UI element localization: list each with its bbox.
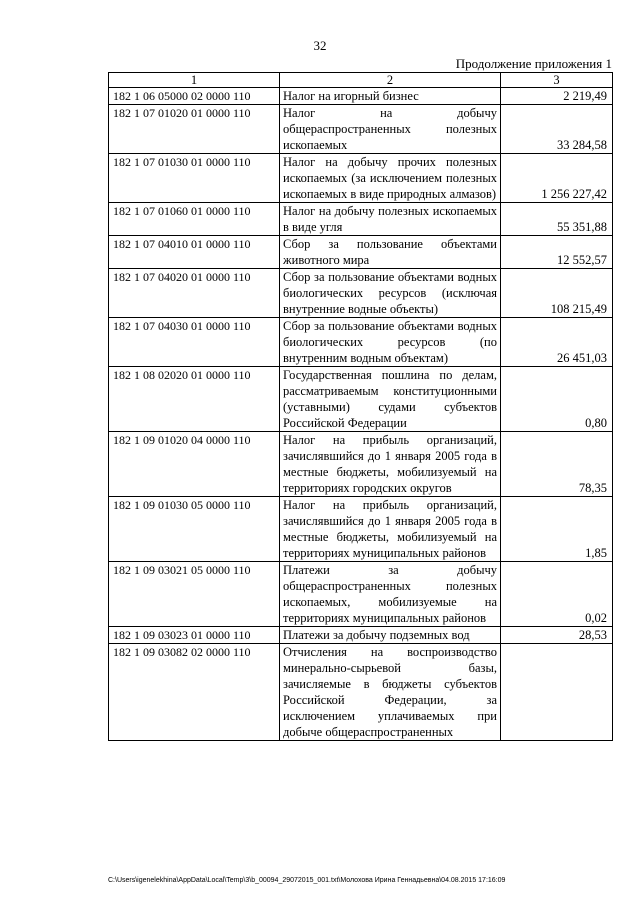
budget-code: 182 1 07 01060 01 0000 110	[109, 203, 280, 236]
revenue-name: Налог на прибыль организаций, зачислявшийся до 1 января 2005 года в местные бюджеты, мобилизуемый на территориях муниципальных районов	[280, 497, 501, 562]
budget-code: 182 1 09 03023 01 0000 110	[109, 627, 280, 644]
file-path-footer: C:\Users\igenelekhina\AppData\Local\Temp\3\b_00094_29072015_001.txt\Молохова Ирина Геннадьевна\04.08.2015 17:16:09	[108, 877, 506, 884]
amount: 26 451,03	[501, 318, 613, 367]
budget-code: 182 1 07 01030 01 0000 110	[109, 154, 280, 203]
amount: 108 215,49	[501, 269, 613, 318]
table-row	[109, 105, 613, 154]
table-row	[109, 627, 613, 644]
amount: 1,85	[501, 497, 613, 562]
budget-code: 182 1 06 05000 02 0000 110	[109, 88, 280, 105]
table-row	[109, 236, 613, 269]
table-row	[109, 154, 613, 203]
budget-code: 182 1 07 01020 01 0000 110	[109, 105, 280, 154]
revenue-name: Сбор за пользование объектами животного мира	[280, 236, 501, 269]
budget-code: 182 1 07 04020 01 0000 110	[109, 269, 280, 318]
budget-code: 182 1 09 01030 05 0000 110	[109, 497, 280, 562]
table-header-row	[109, 73, 613, 88]
table-row	[109, 644, 613, 741]
revenue-name: Государственная пошлина по делам, рассматриваемым конституционными (уставными) судами субъектов Российской Федерации	[280, 367, 501, 432]
amount: 2 219,49	[501, 88, 613, 105]
revenue-name: Сбор за пользование объектами водных биологических ресурсов (исключая внутренние водные объекты)	[280, 269, 501, 318]
revenue-name: Отчисления на воспроизводство минерально-сырьевой базы, зачисляемые в бюджеты субъектов Российской Федерации, за исключением уплачиваемых при добыче общераспространенных	[280, 644, 501, 741]
revenue-table	[108, 72, 613, 741]
table-row	[109, 367, 613, 432]
budget-code: 182 1 09 01020 04 0000 110	[109, 432, 280, 497]
column-header: 2	[280, 73, 501, 88]
amount: 33 284,58	[501, 105, 613, 154]
budget-code: 182 1 08 02020 01 0000 110	[109, 367, 280, 432]
amount: 1 256 227,42	[501, 154, 613, 203]
revenue-name: Налог на добычу прочих полезных ископаемых (за исключением полезных ископаемых в виде природных алмазов)	[280, 154, 501, 203]
column-header: 1	[109, 73, 280, 88]
amount: 78,35	[501, 432, 613, 497]
amount: 55 351,88	[501, 203, 613, 236]
amount: 0,02	[501, 562, 613, 627]
table-row	[109, 88, 613, 105]
column-header: 3	[501, 73, 613, 88]
table-row	[109, 497, 613, 562]
amount: 12 552,57	[501, 236, 613, 269]
table-row	[109, 318, 613, 367]
table-row	[109, 269, 613, 318]
continuation-label: Продолжение приложения 1	[455, 56, 612, 71]
revenue-name: Платежи за добычу общераспространенных полезных ископаемых, мобилизуемые на территориях муниципальных районов	[280, 562, 501, 627]
amount: 0,80	[501, 367, 613, 432]
budget-code: 182 1 07 04030 01 0000 110	[109, 318, 280, 367]
budget-code: 182 1 09 03082 02 0000 110	[109, 644, 280, 741]
table-row	[109, 432, 613, 497]
revenue-name: Платежи за добычу подземных вод	[280, 627, 501, 644]
budget-code: 182 1 09 03021 05 0000 110	[109, 562, 280, 627]
amount: 28,53	[501, 627, 613, 644]
revenue-name: Налог на прибыль организаций, зачислявшийся до 1 января 2005 года в местные бюджеты, мобилизуемый на территориях городских округов	[280, 432, 501, 497]
table-row	[109, 562, 613, 627]
revenue-name: Налог на игорный бизнес	[280, 88, 501, 105]
revenue-name: Налог на добычу полезных ископаемых в виде угля	[280, 203, 501, 236]
budget-code: 182 1 07 04010 01 0000 110	[109, 236, 280, 269]
revenue-name: Сбор за пользование объектами водных биологических ресурсов (по внутренним водным объектам)	[280, 318, 501, 367]
amount	[501, 644, 613, 741]
revenue-name: Налог на добычу общераспространенных полезных ископаемых	[280, 105, 501, 154]
table-row	[109, 203, 613, 236]
page-number: 32	[313, 38, 327, 53]
